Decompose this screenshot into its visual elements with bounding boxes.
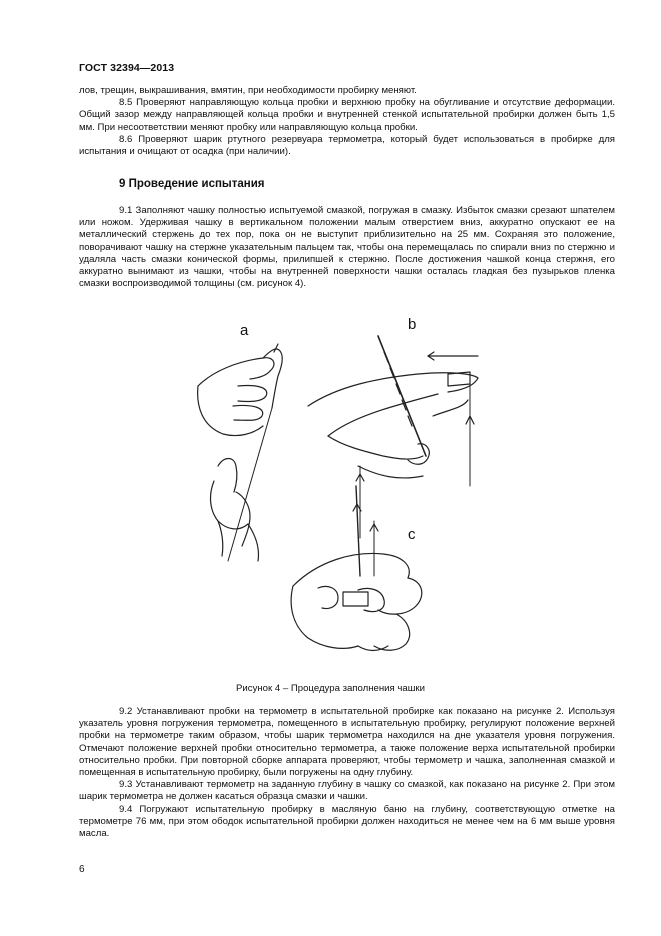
paragraph-8-5: 8.5 Проверяют направляющую кольца пробки и верхнюю пробку на обугливание и отсутствие деформации. Общий зазор между направляющей кольца пробки и внутренней стенкой испытательной пробирки должен быть 1,5 мм. При несоответствии меняют пробку или направляющую кольца пробки. bbox=[79, 97, 615, 133]
section-9-2-4-block bbox=[79, 706, 615, 840]
figure-4 bbox=[178, 316, 488, 666]
paragraph-8-6: 8.6 Проверяют шарик ртутного резервуара термометра, который будет использоваться в пробирке для испытания и очищают от осадка (при наличии). bbox=[79, 133, 615, 158]
standard-header: ГОСТ 32394—2013 bbox=[79, 62, 175, 74]
figure-label-a: a bbox=[240, 322, 249, 339]
figure-label-b: b bbox=[408, 316, 417, 333]
intro-block bbox=[79, 85, 615, 158]
page-number: 6 bbox=[79, 864, 85, 875]
figure-a-hands bbox=[198, 344, 283, 561]
figure-label-c: c bbox=[408, 526, 416, 543]
paragraph-9-2: 9.2 Устанавливают пробки на термометр в испытательной пробирке как показано на рисунке 2. Используя указатель уровня погружения термометра, помещенного в испытательную пробирку, регулируют положение верхней пробки на термометре таким образом, чтобы шарик термометра находился на дне указателя уровня погружения. Отмечают положение верхней пробки относительно термометра, а также положение верха испытательной пробирки относительно пробки. При повторной сборке аппарата проверяют, чтобы термометр и чашка, заполненная смазкой и помещенная в испытательную пробирку, были погружены на одну глубину. bbox=[79, 706, 615, 779]
figure-b-hands bbox=[308, 336, 478, 538]
section-9-1-block bbox=[79, 205, 615, 290]
figure-c-hands bbox=[291, 486, 422, 651]
paragraph-9-4: 9.4 Погружают испытательную пробирку в масляную баню на глубину, соответствующую отметке на термометре 76 мм, при этом ободок испытательной пробирки должен находиться не менее чем на 6 мм выше уровня масла. bbox=[79, 803, 615, 840]
section-title: 9 Проведение испытания bbox=[119, 178, 265, 190]
paragraph-9-1: 9.1 Заполняют чашку полностью испытуемой смазкой, погружая в смазку. Избыток смазки срезают шпателем или ножом. Удерживая чашку в вертикальном положении малым отверстием вниз, аккуратно опускают ее на металлический стержень до тех пор, пока он не выступит приблизительно на 25 мм. Сохраняя это положение, поворачивают чашку на стержне указательным пальцем так, чтобы она перемещалась по спирали вниз по стержню и удаляла часть смазки конической формы, прилипшей к стержню. После достижения чашкой конца стержня, его аккуратно вынимают из чашки, чтобы на внутренней поверхности чашки осталась гладкая без пузырьков пленка смазки воспроизводимой толщины (см. рисунок 4). bbox=[79, 205, 615, 290]
figure-caption: Рисунок 4 – Процедура заполнения чашки bbox=[236, 683, 425, 694]
figure-drawing bbox=[178, 316, 488, 666]
paragraph-9-3: 9.3 Устанавливают термометр на заданную глубину в чашку со смазкой, как показано на рисунке 2. При этом шарик термометра не должен касаться образца смазки и чашки. bbox=[79, 779, 615, 803]
paragraph-continuation: лов, трещин, выкрашивания, вмятин, при необходимости пробирку меняют. bbox=[79, 85, 417, 96]
